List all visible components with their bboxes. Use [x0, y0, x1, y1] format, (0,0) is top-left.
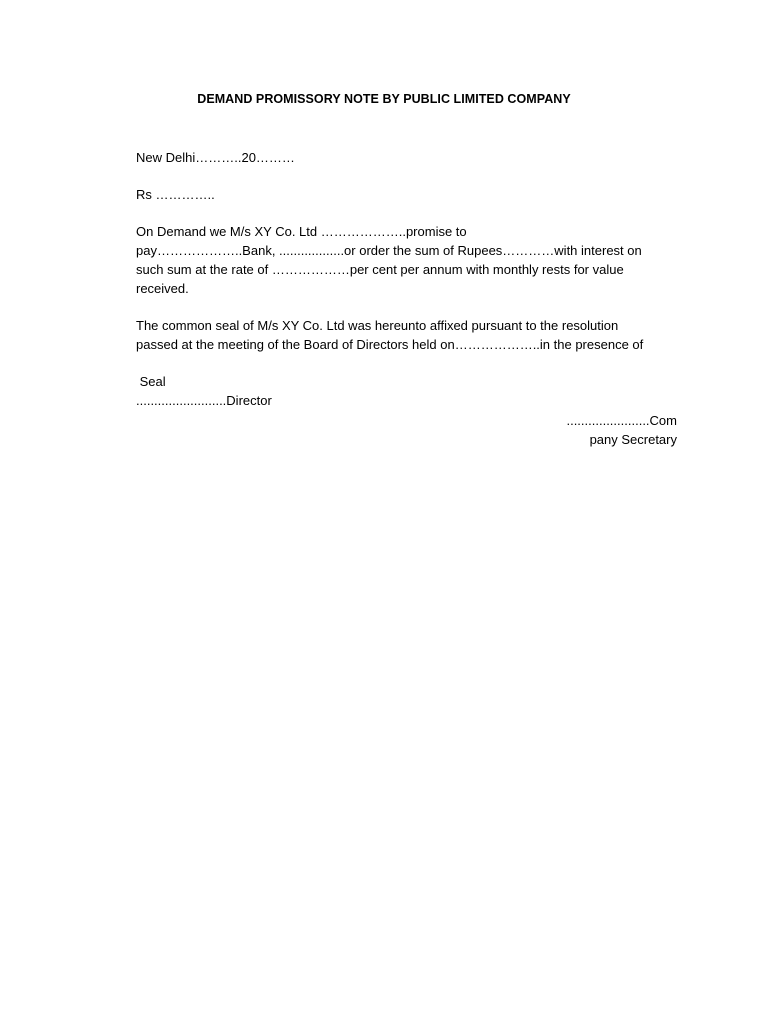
- seal-paragraph: [136, 316, 681, 354]
- secretary-line-2: pany Secretary: [589, 432, 677, 447]
- promise-line-4: received.: [136, 281, 189, 296]
- place-date-line: [136, 148, 681, 167]
- promise-line-3: such sum at the rate of ………………per cent per annum with monthly rests for value: [136, 262, 624, 277]
- seal-label: Seal: [136, 374, 166, 389]
- signature-block: [136, 372, 681, 410]
- director-signature: .........................Director: [136, 393, 272, 408]
- amount-line: [136, 185, 681, 204]
- secretary-line-1: .......................Com: [566, 413, 677, 428]
- secretary-signature: [566, 411, 677, 449]
- place-date: New Delhi………..20………: [136, 150, 295, 165]
- promise-line-2: pay………………..Bank, ..................or order the sum of Rupees…………with interest on: [136, 243, 642, 258]
- promise-line-1: On Demand we M/s XY Co. Ltd ………………..promise to: [136, 224, 467, 239]
- promise-paragraph: [136, 222, 681, 298]
- seal-line-2: passed at the meeting of the Board of Directors held on………………..in the presence of: [136, 337, 644, 352]
- amount: Rs …………..: [136, 187, 215, 202]
- document-title: DEMAND PROMISSORY NOTE BY PUBLIC LIMITED COMPANY: [197, 92, 571, 106]
- seal-line-1: The common seal of M/s XY Co. Ltd was hereunto affixed pursuant to the resolution: [136, 318, 619, 333]
